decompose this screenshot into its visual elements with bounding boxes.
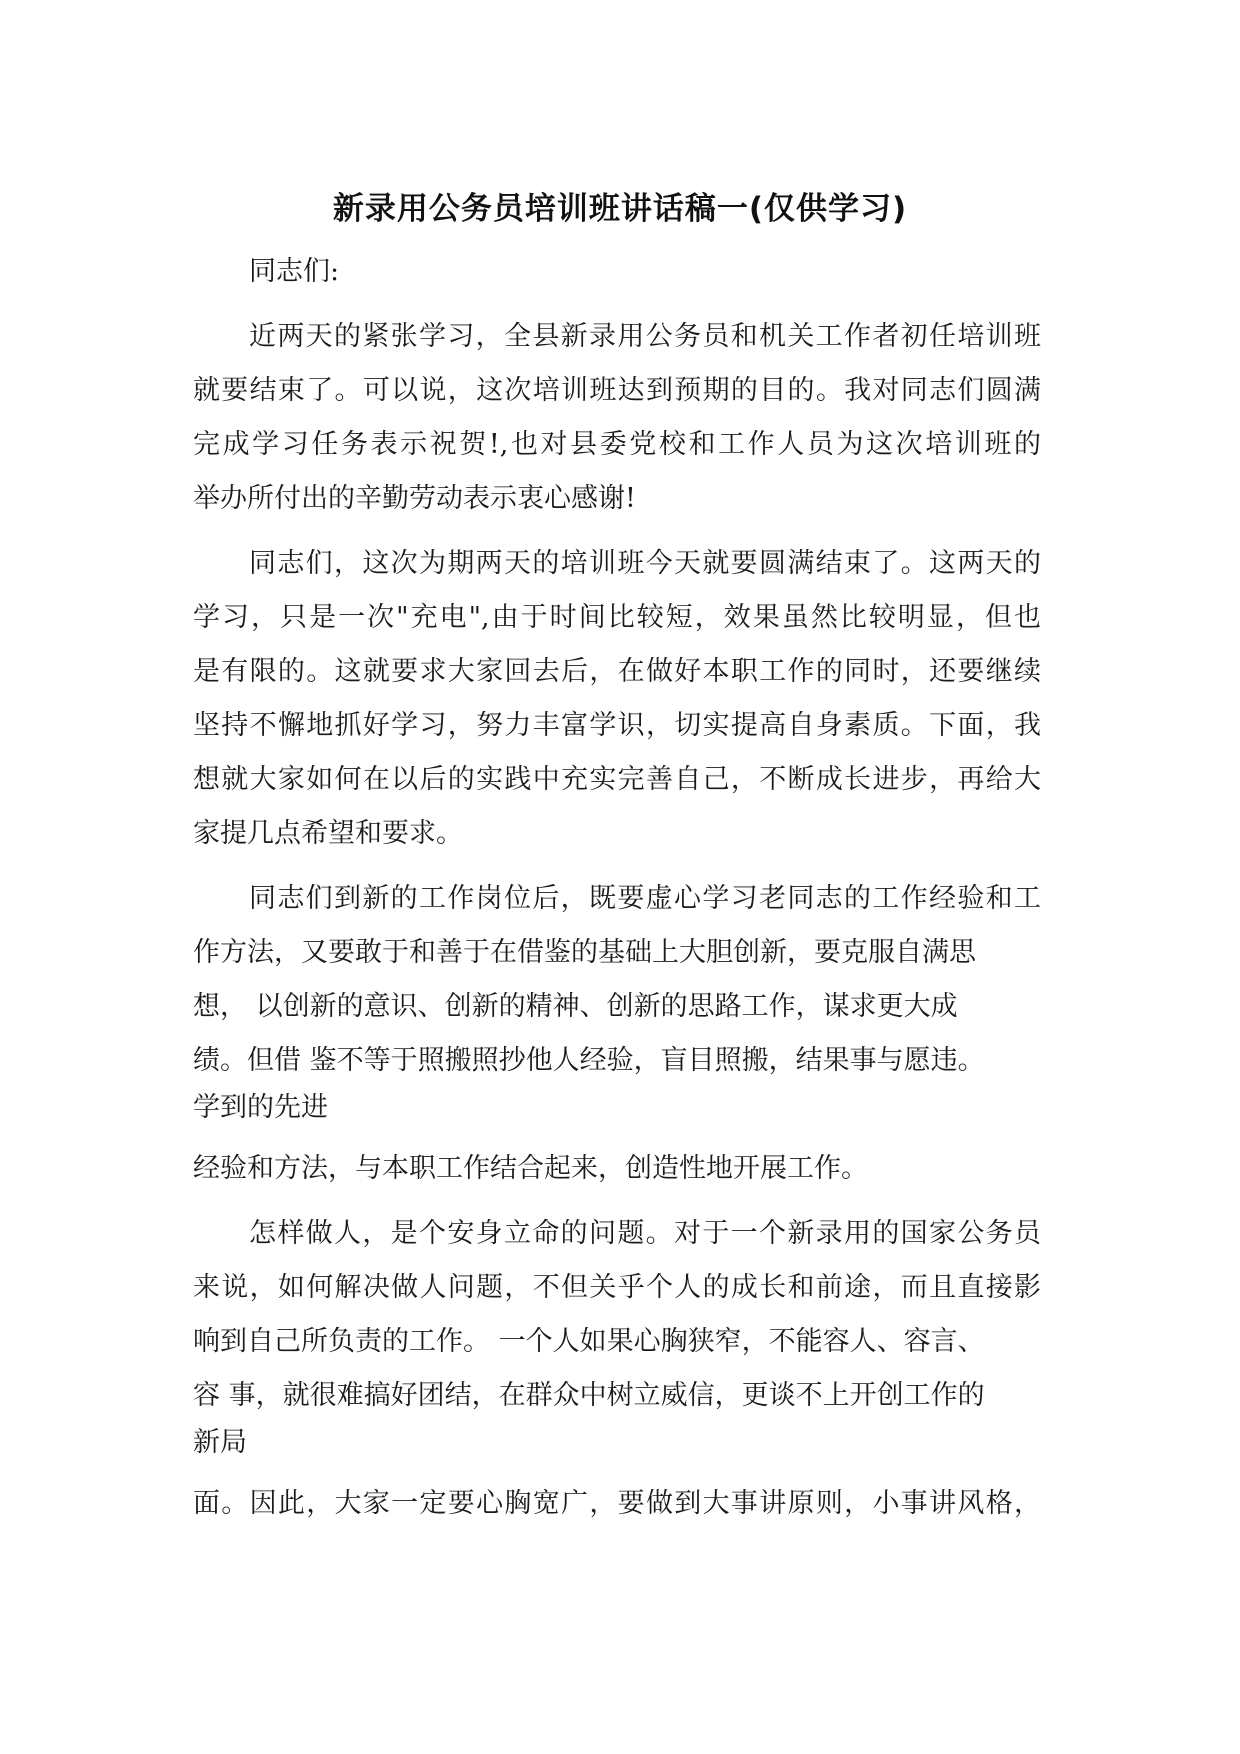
paragraph-line: 举办所付出的辛勤劳动表示衷心感谢! xyxy=(193,483,636,514)
paragraph-line: 想就大家如何在以后的实践中充实完善自己，不断成长进步，再给大 xyxy=(193,764,1041,795)
paragraph-line: 家提几点希望和要求。 xyxy=(193,818,463,849)
paragraph-line: 是有限的。这就要求大家回去后，在做好本职工作的同时，还要继续 xyxy=(193,656,1041,687)
paragraph-line: 坚持不懈地抓好学习，努力丰富学识，切实提高自身素质。下面，我 xyxy=(193,710,1041,741)
paragraph-line: 绩。但借 鉴不等于照搬照抄他人经验，盲目照搬，结果事与愿违。 xyxy=(193,1045,985,1076)
paragraph-line: 新局 xyxy=(193,1427,247,1458)
paragraph-line: 面。因此，大家一定要心胸宽广，要做到大事讲原则，小事讲风格， xyxy=(193,1488,1041,1519)
paragraph-line: 怎样做人，是个安身立命的问题。对于一个新录用的国家公务员 xyxy=(249,1218,1041,1249)
paragraph-line: 学习，只是一次"充电",由于时间比较短，效果虽然比较明显，但也 xyxy=(193,602,1041,633)
paragraph-line: 同志们到新的工作岗位后，既要虚心学习老同志的工作经验和工 xyxy=(249,883,1041,914)
paragraph-line: 容 事，就很难搞好团结，在群众中树立威信，更谈不上开创工作的 xyxy=(193,1380,985,1411)
paragraph-line: 完成学习任务表示祝贺!,也对县委党校和工作人员为这次培训班的 xyxy=(193,429,1041,460)
paragraph-line: 近两天的紧张学习，全县新录用公务员和机关工作者初任培训班 xyxy=(249,321,1041,352)
paragraph-line: 响到自己所负责的工作。 一个人如果心胸狭窄，不能容人、容言、 xyxy=(193,1326,985,1357)
paragraph-line: 作方法，又要敢于和善于在借鉴的基础上大胆创新，要克服自满思 xyxy=(193,937,976,968)
paragraph-line: 经验和方法，与本职工作结合起来，创造性地开展工作。 xyxy=(193,1153,868,1184)
paragraph-line: 想， 以创新的意识、创新的精神、创新的思路工作，谋求更大成 xyxy=(193,991,958,1022)
document-title: 新录用公务员培训班讲话稿一(仅供学习) xyxy=(332,191,908,227)
paragraph-line: 同志们，这次为期两天的培训班今天就要圆满结束了。这两天的 xyxy=(249,548,1041,579)
paragraph-line: 就要结束了。可以说，这次培训班达到预期的目的。我对同志们圆满 xyxy=(193,375,1041,406)
paragraph-line: 学到的先进 xyxy=(193,1092,328,1123)
paragraph-line: 来说，如何解决做人问题，不但关乎个人的成长和前途，而且直接影 xyxy=(193,1272,1041,1303)
salutation: 同志们: xyxy=(249,256,340,287)
